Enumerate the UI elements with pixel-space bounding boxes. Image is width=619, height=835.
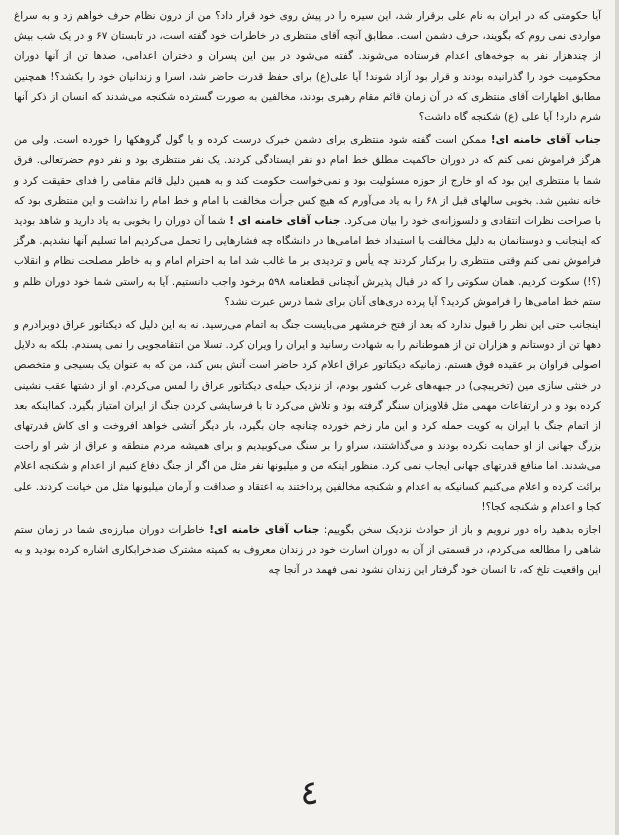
paragraph-3-speaker: جناب آقای خامنه ای ! — [229, 215, 341, 228]
paragraph-4-text: اینجانب حتی این نظر را قبول ندارد که بعد از فتح خرمشهر می‌بایست جنگ به اتمام می‌رسید. نه به این دلیل که دیکتاتور عراق دوبرادرم و دهها تن از دوستانم و هزاران تن از هموطنانم را به شهادت رسانید و ایران را ویران کرد. تسلا من انتقامجویی را نمی پسندم. بلکه به دلایل اصولی فراوان بر عقیده فوق هستم. زمانیکه دیکتاتور عراق اعلام کرد حاضر است آتش بس کند، من که به عنوان یک بسیجی و متخصص در خنثی سازی مین (تخریبچی) در جبهه‌های غرب کشور بودم، از نزدیک حیله‌ی دیکتاتور عراق را لمس می‌کردم. او از دشتها عقب نشینی کرده بود و در ارتفاعات مهمی مثل قلاویزان سنگر گرفته بود و تلاش می‌کرد تا با فرسایشی کردن جنگ از ایران امتیاز بگیرد. کمااینکه بعد از اتمام جنگ با ایران به کویت حمله کرد و این مار زخم خورده چنانچه جان بگیرد، بار دیگر آتشی خواهد افروخت و ای کاش قدرتهای بزرگ جهانی از او حمایت نکرده بودند و می‌گذاشتند، سراو را بر سنگ می‌کوبیدیم و برای همیشه مردم منطقه و عراق از شر او راحت می‌شدند. اما منافع قدرتهای جهانی ایجاب نمی کرد. منظور اینکه من و میلیونها نفر مثل من اگر از جنگ دفاع کنیم از اعدام و شکنجه اعلام برائت کرده و اعلام می‌کنیم کسانیکه به اعدام و شکنجه مخالفین پرداختند به اعتقاد و صداقت و آرمان میلیونها مثل من خیانت کردند. علی کجا و اعدام و شکنجه کجا؟! — [14, 319, 601, 513]
paragraph-1 — [14, 6, 601, 127]
paragraph-2-speaker: جناب آقای خامنه ای! — [490, 134, 602, 147]
page-number: ٤ — [300, 773, 319, 813]
paragraph-3-text: شما آن دوران را بخوبی به یاد دارید و شاهد بودید که اینجانب و دوستانمان به دلیل مخالفت با استبداد خط امامی‌ها در دانشگاه چه فشارهایی را تحمل می‌کردیم اما تسلیم آنها نشدیم. هرگز فراموش نمی کنم وقتی منتظری را برکنار کردند چه یأس و تردیدی بر ما غالب شد اما به احترام امام و به خاطر مصلحت نظام و انقلاب (؟!) سکوت کردیم. همان سکوتی را که در قبال پذیرش آنچنانی قطعنامه ۵۹۸ برخود واجب دانستیم. آیا به راستی شما خود دوران ظلم و ستم خط امامی‌ها را فراموش کردید؟ آیا پرده دری‌های آنان برای شما درس عبرت نشد؟ — [14, 215, 601, 308]
paragraph-5-text: اجازه بدهید راه دور نرویم و باز از حوادث نزدیک سخن بگوییم: — [323, 524, 601, 537]
paragraph-6-text: خاطرات دوران مبارزه‌ی شما در زمان ستم شاهی را مطالعه می‌کردم، در قسمتی از آن به دوران اسارت خود در زندان معروف به کمیته مشترک ضدخرابکاری اشاره کرده بودید و به این واقعیت تلخ که، تا انسان خود گرفتار این زندان نشود نمی فهمد در آنجا چه — [14, 524, 601, 577]
paragraph-1-text: آیا حکومتی که در ایران به نام علی برقرار شد، این سیره را در پیش روی خود قرار داد؟ من از درون نظام حرف خواهم زد و به سراغ مواردی نمی روم که بگویند، حرف دشمن است. مطابق آنچه آقای منتظری در خاطرات خود گفته است، در تابستان ۶۷ و در یک شب بیش از چندهزار نفر به جوخه‌های اعدام فرستاده می‌شوند. گفته می‌شود در بین این پسران و دختران اعدامی، صدها تن از آنها دوران محکومیت خود را گذرانیده بودند و قرار بود آزاد شوند! آیا علی(ع) برای حفظ قدرت حاضر شد، اسرا و زندانیان خود را بکشد؟! همچنین مطابق اظهارات آقای منتظری که در آن زمان قائم مقام رهبری بودند، مخالفین به صورت گسترده شکنجه می‌شدند که انسان از ذکر آنها شرم دارد! آیا علی (ع) شکنجه گاه داشت؟ — [14, 10, 602, 124]
paragraph-4 — [14, 315, 601, 517]
paragraph-6-speaker: جناب آقای خامنه ای! — [209, 524, 320, 537]
scan-edge — [615, 0, 619, 835]
paragraph-2-text: ممکن است گفته شود منتظری برای دشمن خبرک درست کرده و یا گول گروهکها را خورده است. ولی من هرگز فراموش نمی کنم که در دوران حاکمیت مطلق خط امام دو نفر ایستادگی کردند. یک نفر منتظری بود و نفر دوم حضرتعالی. فرق شما با منتظری این بود که او خارج از حوزه مسئولیت بود و نمی‌خواست حکومت کند و به همین دلیل قائم مقامی را فدای حقیقت کرد و خانه نشین شد. بخوبی سالهای قبل از ۶۸ را به یاد می‌آورم که هیچ کس جرأت مخالفت با امام و خط امام را نداشت و این منتظری بود که با صراحت نظرات انتقادی و دلسوزانه‌ی خود را بیان می‌کرد. — [14, 134, 601, 228]
paragraph-2 — [14, 130, 601, 312]
paragraph-5 — [14, 520, 601, 581]
